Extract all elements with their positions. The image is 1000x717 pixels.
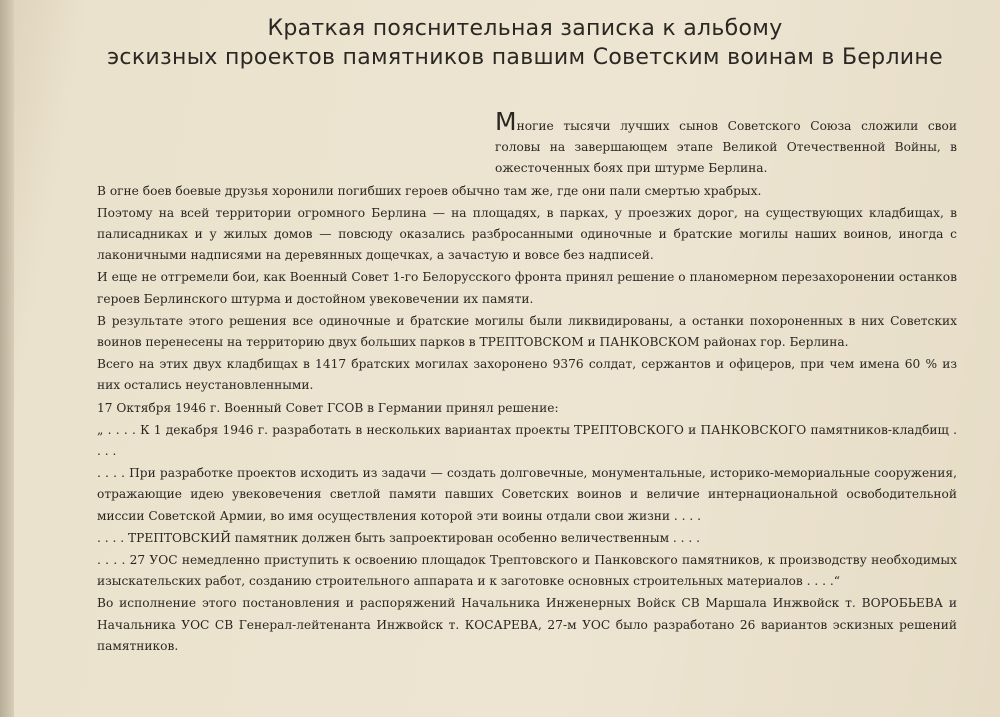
title-line-1: Краткая пояснительная записка к альбому: [267, 16, 783, 41]
intro-paragraph: [97, 107, 957, 180]
paragraph-6: 17 Октября 1946 г. Военный Совет ГСОВ в Германии принял решение:: [97, 400, 559, 415]
page-spine-shadow: [0, 0, 14, 717]
paragraph-8: . . . . При разработке проектов исходить из задачи — создать долговечные, монументальные, историко-мемориальные сооружения, отражающие идею увековечения светлой памяти павших Советских воинов и величие интернациональной освободительной миссии Советской Армии, во имя осуществления которой эти воины отдали свои жизни . . . .: [97, 466, 957, 523]
paragraph-10: . . . . 27 УОС немедленно приступить к освоению площадок Трептовского и Панковского памятников, к производству необходимых изыскательских работ, созданию строительного аппарата и к заготовке основных строительных материалов . . . .“: [97, 553, 957, 589]
paragraph-4: В результате этого решения все одиночные и братские могилы были ликвидированы, а останки похороненных в них Советских воинов перенесены на территорию двух больших парков в ТРЕПТОВСКОМ и ПАНКОВСКОМ районах гор. Берлина.: [97, 313, 957, 350]
paragraph-3: И еще не отгремели бои, как Военный Совет 1-го Белорусского фронта принял решение о планомерном перезахоронении останков героев Берлинского штурма и достойном увековечении их памяти.: [97, 270, 957, 306]
paragraph-7: „ . . . . К 1 декабря 1946 г. разработать в нескольких вариантах проекты ТРЕПТОВСКОГО и ПАНКОВСКОГО памятников-кладбищ . . . .: [97, 422, 957, 459]
title-line-2: эскизных проектов памятников павшим Советским воинам в Берлине: [107, 45, 943, 70]
document-body: [97, 107, 957, 657]
drop-cap: М: [495, 107, 517, 136]
paragraph-11: Во исполнение этого постановления и распоряжений Начальника Инженерных Войск СВ Маршала Инжвойск т. ВОРОБЬЕВА и Начальника УОС СВ Генерал-лейтенанта Инжвойск т. КОСАРЕВА, 27-м УОС было разработано 26 вариантов эскизных решений памятников.: [97, 596, 957, 653]
paragraph-5: Всего на этих двух кладбищах в 1417 братских могилах захоронено 9376 солдат, сержантов и офицеров, при чем имена 60 % из них остались неустановленными.: [97, 357, 957, 393]
paragraph-2: Поэтому на всей территории огромного Берлина — на площадях, в парках, у проезжих дорог, на существующих кладбищах, в палисадниках и у жилых домов — повсюду оказались разбросанными одиночные и братские могилы наших воинов, иногда с лаконичными надписями на деревянных дощечках, а зачастую и вовсе без надписей.: [97, 205, 957, 263]
document-title: [100, 14, 950, 72]
paragraph-9: . . . . ТРЕПТОВСКИЙ памятник должен быть запроектирован особенно величественным . . . .: [97, 530, 701, 545]
intro-text: ногие тысячи лучших сынов Советского Союза сложили свои головы на завершающем этапе Великой Отечественной Войны, в ожесточенных боях при штурме Берлина.: [495, 119, 957, 176]
paragraph-1: В огне боев боевые друзья хоронили погибших героев обычно там же, где они пали смертью храбрых.: [97, 183, 762, 198]
